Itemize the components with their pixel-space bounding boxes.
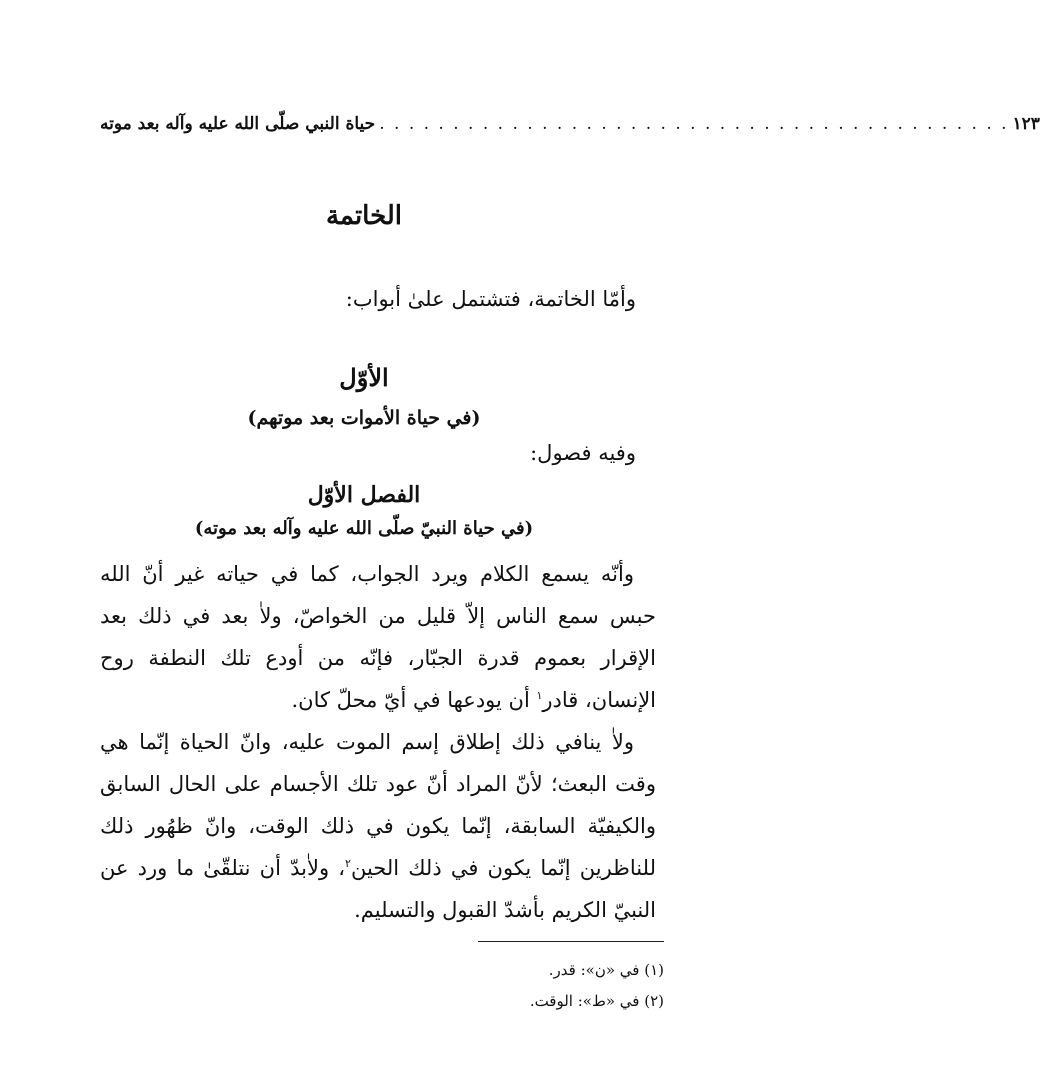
fasl-title: الفصل الأوّل	[307, 482, 421, 508]
paragraph-1	[100, 553, 656, 721]
running-header	[100, 110, 1040, 138]
footnote-1: (١) في «ن»: قدر.	[548, 961, 664, 979]
paragraph-2-text-b: ، ولاٰبدّ أن نتلقّىٰ ما ورد عن النبيّ الكريم بأشدّ القبول والتسليم.	[100, 856, 656, 922]
chapter-title: الخاتمة	[325, 201, 403, 231]
footnote-ref-2: ٢	[345, 857, 351, 870]
footnote-2: (٢) في «ط»: الوقت.	[529, 992, 664, 1010]
section-subtitle: (في حياة الأموات بعد موتهم)	[247, 407, 481, 429]
page-number: ١٢٣	[1012, 114, 1040, 134]
paragraph-2-text-a: ولاٰ ينافي ذلك إطلاق إسم الموت عليه، وانّ الحياة إنّما هي وقت البعث؛ لأنّ المراد أنّ عود تلك الأجسام على الحال السابق والكيفيّة السابقة، إنّما يكون في ذلك الوقت، وانّ ظهُور ذلك للناظرين إنّما يكون في ذلك الحين	[100, 730, 656, 880]
section-intro: وفيه فصول:	[530, 441, 636, 465]
paragraph-1-text-a: وأنّه يسمع الكلام ويرد الجواب، كما في حياته غير أنّ الله حبس سمع الناس إلاّ قليل من الخواصّ، ولاٰ بعد في ذلك بعد الإقرار بعموم قدرة الجبّار، فإنّه من أودع تلك النطفة روح الإنسان، قادر	[100, 562, 656, 712]
footnote-divider	[478, 941, 664, 942]
body-text	[100, 553, 656, 931]
chapter-intro: وأمّا الخاتمة، فتشتمل علىٰ أبواب:	[345, 287, 636, 311]
paragraph-1-text-b: أن يودعها في أيّ محلّ كان.	[291, 688, 537, 712]
section-title: الأوّل	[339, 363, 389, 392]
fasl-subtitle: (في حياة النبيّ صلّى الله عليه وآله بعد موته)	[194, 518, 534, 539]
running-title: حياة النبي صلّى الله عليه وآله بعد موته	[100, 114, 376, 134]
paragraph-2	[100, 721, 656, 931]
leader-dots: . . . . . . . . . . . . . . . . . . . . . . . . . . . . . . . . . . . . . . . . . . .	[379, 114, 1009, 134]
footnote-ref-1: ١	[536, 689, 543, 702]
footnotes	[264, 955, 664, 1017]
